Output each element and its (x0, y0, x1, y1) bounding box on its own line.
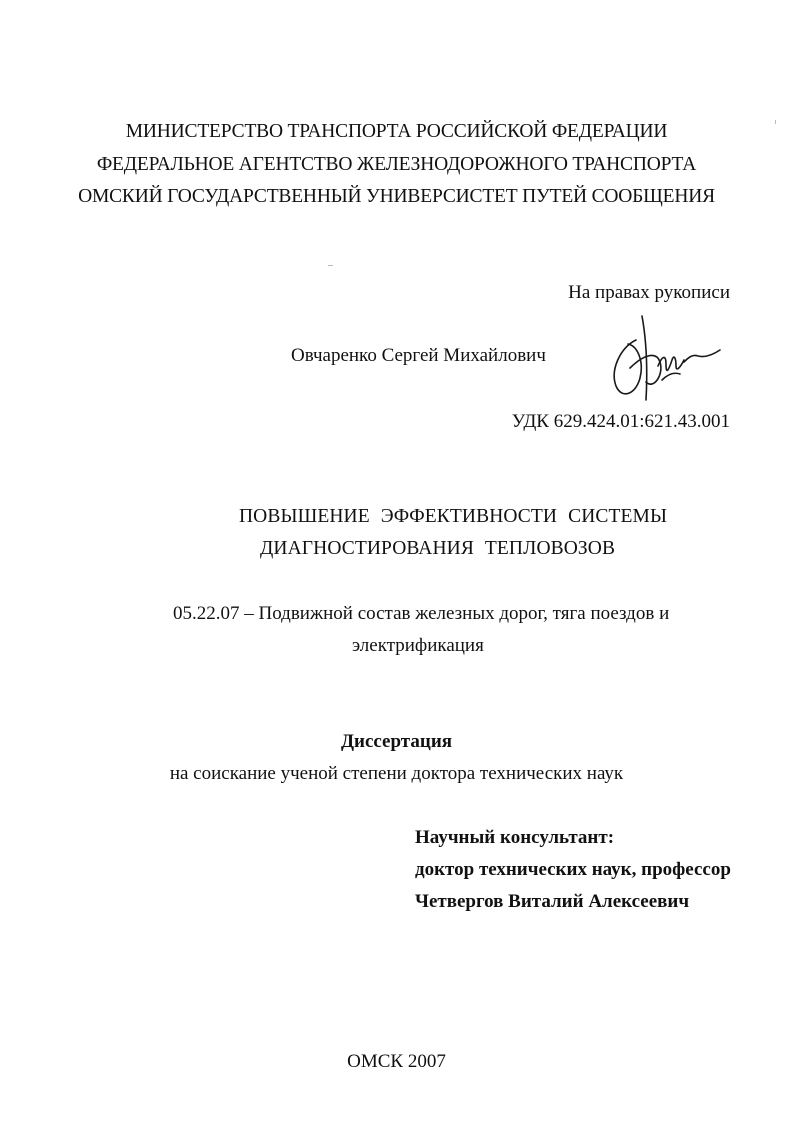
consultant-name: Четвергов Виталий Алексеевич (415, 891, 690, 912)
place-and-year: ОМСК 2007 (347, 1051, 446, 1072)
udc-code: УДК 629.424.01:621.43.001 (511, 411, 730, 432)
manuscript-note: На правах рукописи (568, 282, 730, 303)
specialty-line-1: 05.22.07 – Подвижной состав железных дорог, тяга поездов и (173, 603, 670, 624)
scan-speck (328, 265, 333, 266)
scan-speck (775, 120, 776, 124)
specialty-line-2: электрификация (352, 635, 484, 656)
author-name: Овчаренко Сергей Михайлович (291, 345, 546, 366)
consultant-degree: доктор технических наук, профессор (415, 859, 731, 880)
dissertation-title-line-2: ДИАГНОСТИРОВАНИЯ ТЕПЛОВОЗОВ (260, 538, 616, 559)
agency-heading: ФЕДЕРАЛЬНОЕ АГЕНТСТВО ЖЕЛЕЗНОДОРОЖНОГО ТРАНСПОРТА (96, 154, 697, 175)
dissertation-title-line-1: ПОВЫШЕНИЕ ЭФФЕКТИВНОСТИ СИСТЕМЫ (239, 506, 668, 527)
degree-statement: на соискание ученой степени доктора технических наук (169, 763, 624, 784)
university-heading: ОМСКИЙ ГОСУДАРСТВЕННЫЙ УНИВЕРСИСТЕТ ПУТЕЙ СООБЩЕНИЯ (78, 186, 715, 207)
consultant-label: Научный консультант: (415, 827, 615, 848)
handwritten-signature (602, 308, 722, 408)
work-type: Диссертация (340, 731, 453, 752)
ministry-heading: МИНИСТЕРСТВО ТРАНСПОРТА РОССИЙСКОЙ ФЕДЕРАЦИИ (125, 121, 668, 142)
